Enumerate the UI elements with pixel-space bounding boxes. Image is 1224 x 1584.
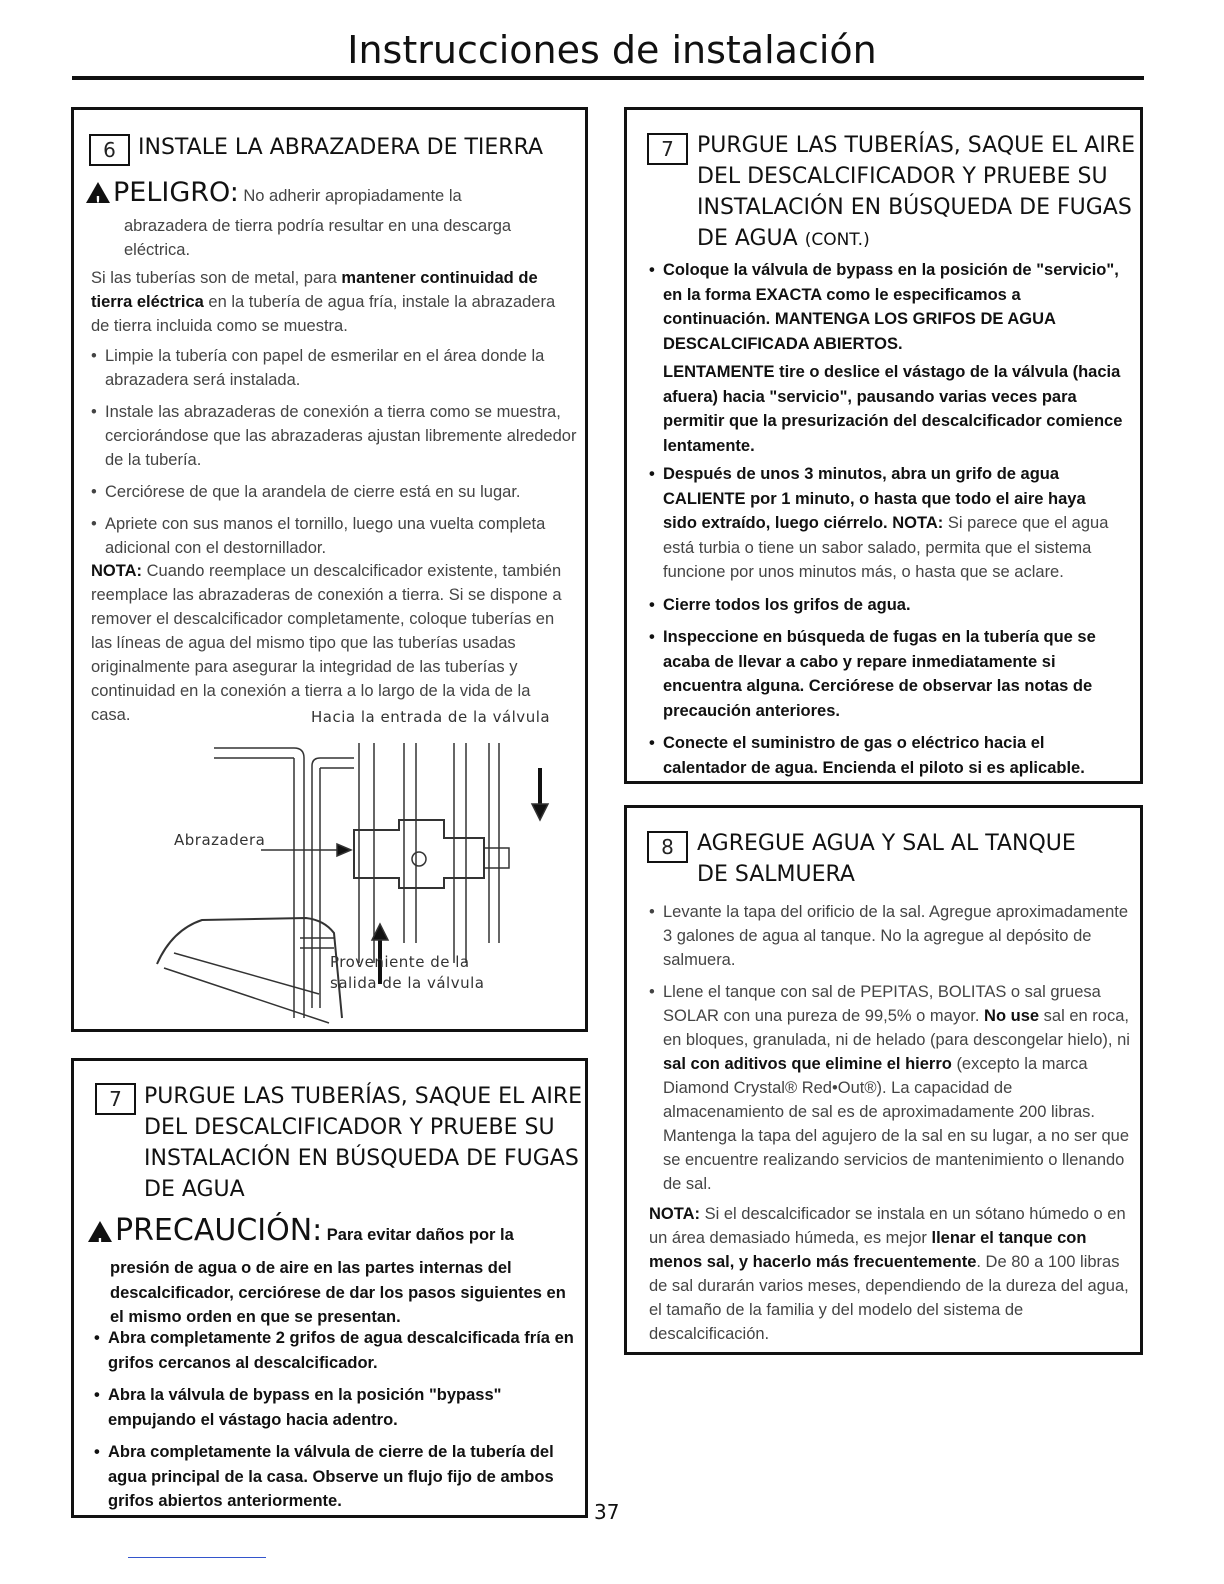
inlet-arrow-head — [532, 804, 548, 820]
section-7-cont-title — [697, 130, 1135, 256]
title-line: AGREGUE AGUA Y SAL AL TANQUE — [697, 831, 1076, 856]
softener-cap — [157, 918, 342, 1018]
elbow-pipe — [312, 758, 354, 768]
section-6-number: 6 — [89, 134, 130, 166]
bullet-2-c: sal en roca, en bloques, granulada, ni de helado (para descongelar hielo), ni — [663, 1007, 1130, 1049]
caution-text-1: Para evitar daños por la — [326, 1226, 514, 1244]
bullet-2-a: Llene el tanque con sal de PEPITAS, BOLITAS o sal gruesa SOLAR con una pureza de 99,5% o mayor. — [663, 983, 1101, 1025]
title-line: DE SALMUERA — [697, 862, 855, 887]
vertical-pipe-right — [312, 766, 320, 1008]
note-b: llenar el tanque con menos sal, y hacerlo más frecuentemente — [649, 1229, 1087, 1271]
section-7-cont-box — [624, 107, 1143, 784]
section-6-title: INSTALE LA ABRAZADERA DE TIERRA — [138, 135, 544, 160]
list-item: • Abra completamente la válvula de cierre de la tubería del agua principal de la casa. Observe un flujo fijo de ambos grifos abiertos anteriormente. — [94, 1440, 579, 1514]
caution-text-2: presión de agua o de aire en las partes internas del descalcificador, cerciórese de dar los pasos siguientes en el mismo orden en que se presentan. — [110, 1259, 566, 1326]
section-7-cont-bullets — [649, 258, 1124, 788]
footer-rule — [128, 1557, 266, 1558]
clamp-label: Abrazadera — [174, 831, 266, 849]
page-title: Instrucciones de instalación — [347, 28, 877, 72]
list-item — [649, 258, 1124, 458]
list-item: • Abra la válvula de bypass en la posición "bypass" empujando el vástago hacia adentro. — [94, 1383, 579, 1432]
intro-bold-1: mantener continuidad — [341, 269, 514, 287]
pipe-c — [454, 743, 466, 963]
bullet-2-b: No use — [984, 1007, 1040, 1025]
pipe-d — [489, 743, 499, 943]
bullet-1-continued: LENTAMENTE tire o deslice el vástago de la válvula (hacia afuera) hacia "servicio", pausando varias veces para permitir que la presurización del descalcificador comience lentamente. — [663, 363, 1123, 455]
pipe-a — [359, 743, 374, 963]
intro-bold-2: de tierra eléctrica — [91, 269, 538, 311]
title-line: PURGUE LAS TUBERÍAS, SAQUE EL AIRE — [697, 133, 1136, 158]
clamp-arrow-head — [337, 844, 351, 856]
title-line: DE AGUA — [697, 226, 798, 251]
section-8-title — [697, 828, 1076, 890]
danger-text-line3: eléctrica. — [124, 241, 191, 259]
note-label: NOTA: — [91, 562, 143, 580]
outlet-label-2: salida de la válvula — [330, 974, 485, 992]
outlet-label-1: Proveniente de la — [330, 953, 470, 971]
danger-warning — [86, 176, 576, 262]
page-number: 37 — [594, 1500, 620, 1524]
list-item — [649, 980, 1131, 1196]
caution-label: PRECAUCIÓN: — [115, 1213, 323, 1248]
warning-triangle-icon — [88, 1221, 112, 1242]
list-item: • Limpie la tubería con papel de esmerilar en el área donde la abrazadera será instalada. — [91, 344, 581, 392]
list-item: • Cierre todos los grifos de agua. — [649, 593, 1124, 618]
list-item — [649, 462, 1124, 585]
title-divider — [72, 76, 1144, 80]
bullet-2-text: Si parece que el agua está turbia o tiene un sabor salado, permita que el sistema funcione por unos minutos más, o hasta que se aclare. — [663, 514, 1109, 581]
list-item: • Inspeccione en búsqueda de fugas en la tubería que se acaba de llevar a cabo y repare inmediatamente si encuentra alguna. Cerciórese de observar las notas de precaución anteriores. — [649, 625, 1124, 723]
title-line: DEL DESCALCIFICADOR Y PRUEBE SU — [697, 164, 1108, 189]
pipe-b — [404, 743, 416, 943]
horizontal-pipe — [214, 748, 294, 758]
list-item: • Abra completamente 2 grifos de agua descalcificada fría en grifos cercanos al descalcificador. — [94, 1326, 579, 1375]
bullet-1-text: Coloque la válvula de bypass en la posición de "servicio", en la forma EXACTA como le especificamos a continuación. MANTENGA LOS GRIFOS DE AGUA DESCALCIFICADA ABIERTOS. — [663, 261, 1119, 353]
pipe-band — [300, 938, 334, 948]
note-text: Cuando reemplace un descalcificador existente, también reemplace las abrazaderas de conexión a tierra. Si se dispone a remover el descalcificador completamente, coloque tuberías en las líneas de agua del mismo tipo que las tuberías usadas originalmente para asegurar la integridad de las tuberías y continuidad en la conexión a tierra a lo largo de la vida de la casa. — [91, 562, 562, 724]
list-item: • Apriete con sus manos el tornillo, luego una vuelta completa adicional con el destornillador. — [91, 512, 581, 560]
intro-text-2: en la tubería de agua fría, instale la abrazadera de tierra incluida como se muestra. — [91, 293, 556, 335]
danger-text-line1: No adherir apropiadamente la — [243, 187, 462, 205]
section-6-intro — [91, 266, 566, 338]
section-7-number: 7 — [95, 1083, 136, 1115]
section-7-cont-number: 7 — [647, 133, 688, 165]
section-7-bullets — [94, 1326, 579, 1522]
warning-triangle-icon — [86, 182, 110, 203]
section-8-note — [649, 1202, 1131, 1346]
softener-edge-inner — [174, 953, 319, 994]
list-item: • Cerciórese de que la arandela de cierre está en su lugar. — [91, 480, 581, 504]
bullet-2-e: (excepto la marca Diamond Crystal® Red•Out®). La capacidad de almacenamiento de sal es de aproximadamente 200 libras. Mantenga la tapa del agujero de la sal en su lugar, a no ser que se encuentre realizando servicios de mantenimiento o llenando de sal. — [663, 1055, 1129, 1193]
clamp-tab — [484, 848, 509, 868]
section-6-bullets — [91, 344, 581, 568]
intro-text-1: Si las tuberías son de metal, para — [91, 269, 337, 287]
list-item: • Levante la tapa del orificio de la sal. Agregue aproximadamente 3 galones de agua al tanque. No la agregue al depósito de salmuera. — [649, 900, 1131, 972]
caution-warning — [88, 1211, 578, 1330]
section-8-bullets — [649, 900, 1131, 1204]
title-line: PURGUE LAS TUBERÍAS, SAQUE EL AIRE — [144, 1084, 583, 1109]
vertical-pipe-left — [294, 748, 304, 1018]
section-6-box — [71, 107, 588, 1032]
title-line: INSTALACIÓN EN BÚSQUEDA DE FUGAS — [697, 195, 1132, 220]
danger-label: PELIGRO: — [113, 177, 239, 208]
inlet-label: Hacia la entrada de la válvula — [311, 708, 551, 726]
section-8-number: 8 — [647, 831, 688, 863]
section-8-box — [624, 805, 1143, 1355]
clamp-screw — [412, 852, 426, 866]
note-label: NOTA: — [649, 1205, 701, 1223]
title-line: INSTALACIÓN EN BÚSQUEDA DE FUGAS — [144, 1146, 579, 1171]
title-line: DE AGUA — [144, 1177, 245, 1202]
danger-text-line2: abrazadera de tierra podría resultar en una descarga — [124, 217, 512, 235]
section-7-box — [71, 1058, 588, 1518]
bullet-2-bold: Después de unos 3 minutos, abra un grifo de agua CALIENTE por 1 minuto, o hasta que todo el aire haya sido extraído, luego ciérrelo. NOTA: — [663, 465, 1086, 532]
list-item: • Conecte el suministro de gas o eléctrico hacia el calentador de agua. Encienda el piloto si es aplicable. — [649, 731, 1124, 780]
bullet-2-d: sal con aditivos que elimine el hierro — [663, 1055, 952, 1073]
list-item: • Instale las abrazaderas de conexión a tierra como se muestra, cerciorándose que las abrazaderas ajustan libremente alrededor de la tubería. — [91, 400, 581, 472]
section-7-title — [144, 1081, 582, 1205]
title-cont: (CONT.) — [804, 230, 870, 250]
note-a: Si el descalcificador se instala en un sótano húmedo o en un área demasiado húmeda, es mejor — [649, 1205, 1126, 1247]
note-c: . De 80 a 100 libras de sal durarán varios meses, dependiendo de la dureza del agua, el tamaño de la familia y del modelo del sistema de descalcificación. — [649, 1253, 1129, 1343]
section-6-note — [91, 559, 566, 727]
title-line: DEL DESCALCIFICADOR Y PRUEBE SU — [144, 1115, 555, 1140]
